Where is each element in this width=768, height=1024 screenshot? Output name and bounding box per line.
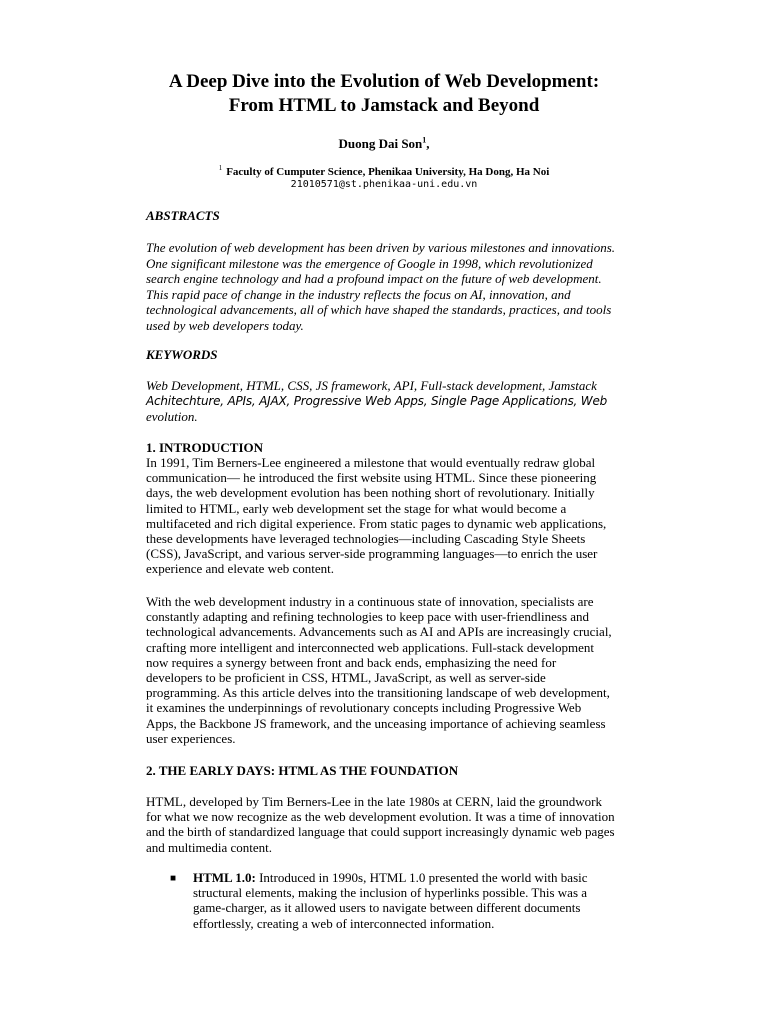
intro-line: it examines the underpinnings of revolutionary concepts including Progressive Web xyxy=(146,700,582,716)
author-email: 21010571@st.phenikaa-uni.edu.vn xyxy=(290,179,478,190)
paper-title xyxy=(0,70,768,118)
abstract-line: technological advancements, all of which have shaped the standards, practices, and tools xyxy=(146,302,612,317)
bullet-square-icon: ■ xyxy=(170,873,177,884)
abstract-heading: ABSTRACTS xyxy=(146,208,220,223)
affiliation-line xyxy=(0,166,768,178)
bullet-line: structural elements, making the inclusion of hyperlinks possible. This was a xyxy=(193,885,588,901)
intro-paragraph-2 xyxy=(146,594,666,746)
abstract-line: The evolution of web development has been driven by various milestones and innovations. xyxy=(146,240,615,255)
intro-line: (CSS), JavaScript, and various server-side programming languages—to enrich the user xyxy=(146,546,598,562)
section-2-line: and the birth of standardized language that could support increasingly dynamic web pages xyxy=(146,824,615,840)
abstract-line: This rapid pace of change in the industry reflects the focus on AI, innovation, and xyxy=(146,286,571,302)
intro-line: communication— he introduced the first website using HTML. Since these pioneering xyxy=(146,470,597,486)
intro-line: multifaceted and rich digital experience. From static pages to dynamic web applications, xyxy=(146,515,607,531)
keywords-text xyxy=(146,378,666,425)
intro-line: With the web development industry in a continuous state of innovation, specialists are xyxy=(146,594,594,609)
section-2-line: HTML, developed by Tim Berners-Lee in the late 1980s at CERN, laid the groundwork xyxy=(146,794,603,809)
abstract-text xyxy=(146,240,666,333)
intro-line: constantly adapting and refining technologies to keep pace with user-friendliness and xyxy=(146,609,590,625)
intro-line: In 1991, Tim Berners-Lee engineered a milestone that would eventually redraw global xyxy=(146,455,596,470)
intro-line: technological advancements. Advancements such as AI and APIs are increasingly crucial, xyxy=(146,624,612,640)
bullet-line: game-charger, as it allowed users to navigate between different documents xyxy=(193,900,581,916)
author-name: Duong Dai Son xyxy=(338,136,423,151)
keywords-line-2: Achitechture, APIs, AJAX, Progressive Web Apps, Single Page Applications, Web xyxy=(146,393,608,408)
bullet-label: HTML 1.0: xyxy=(193,870,256,885)
keywords-line-3: evolution. xyxy=(146,409,198,424)
intro-heading: 1. INTRODUCTION xyxy=(146,440,264,455)
affiliation-text: Faculty of Cumputer Science, Phenikaa University, Ha Dong, Ha Noi xyxy=(226,166,550,178)
bullet-line: effortlessly, creating a web of interconnected information. xyxy=(193,915,495,931)
abstract-line: search engine technology and had a profound impact on the future of web development. xyxy=(146,271,602,286)
intro-line: programming. As this article delves into the transitioning landscape of web development, xyxy=(146,685,610,701)
keywords-line-1: Web Development, HTML, CSS, JS framework, API, Full-stack development, Jamstack xyxy=(146,378,597,393)
author-trail: , xyxy=(426,136,430,151)
abstract-line: used by web developers today. xyxy=(146,317,304,333)
section-2-line: for what we now recognize as the web development evolution. It was a time of innovation xyxy=(146,809,615,825)
intro-line: now requires a synergy between front and back ends, emphasizing the need for xyxy=(146,654,557,670)
keywords-heading: KEYWORDS xyxy=(146,347,218,362)
intro-line: Apps, the Backbone JS framework, and the unceasing importance of achieving seamless xyxy=(146,715,606,731)
abstract-line: One significant milestone was the emergence of Google in 1998, which revolutionized xyxy=(146,255,593,271)
bullet-first-line: Introduced in 1990s, HTML 1.0 presented the world with basic xyxy=(255,870,588,885)
intro-line: experience and elevate web content. xyxy=(146,561,335,577)
section-2-line: and multimedia content. xyxy=(146,839,272,855)
section-2-paragraph xyxy=(146,794,666,855)
section-2-heading: 2. THE EARLY DAYS: HTML AS THE FOUNDATION xyxy=(146,763,459,778)
intro-line: crafting more intelligent and interconnected web applications. Full-stack development xyxy=(146,639,594,655)
title-line-2: From HTML to Jamstack and Beyond xyxy=(228,95,540,116)
intro-line: user experiences. xyxy=(146,730,236,746)
author-sup: 1 xyxy=(422,135,427,145)
bullet-item-html-1 xyxy=(193,870,673,931)
affiliation-sup: 1 xyxy=(218,164,223,173)
intro-line: days, the web development evolution has been nothing short of revolutionary. Initially xyxy=(146,485,595,501)
intro-paragraph-1 xyxy=(146,455,666,577)
intro-line: developers to be proficient in CSS, HTML, JavaScript, as well as server-side xyxy=(146,670,546,686)
author-line xyxy=(0,136,768,152)
intro-line: these developments have leveraged technologies—including Cascading Style Sheets xyxy=(146,531,586,547)
title-line-1: A Deep Dive into the Evolution of Web Development: xyxy=(168,71,600,92)
intro-line: limited to HTML, early web development set the stage for what would become a xyxy=(146,500,567,516)
